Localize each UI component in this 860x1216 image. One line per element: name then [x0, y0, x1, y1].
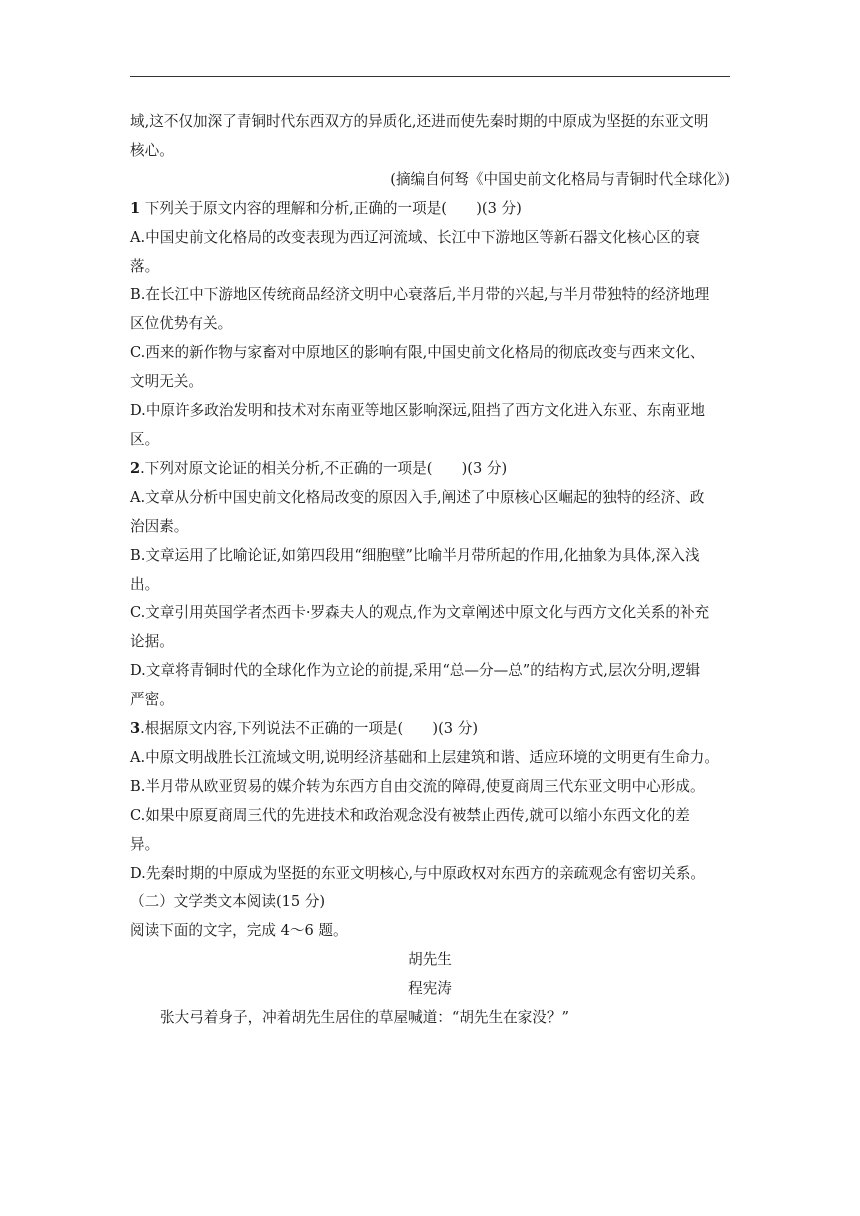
option-a: A.中原文明战胜长江流域文明,说明经济基础和上层建筑和谐、适应环境的文明更有生命力。 [130, 748, 719, 766]
option-c-cont: 论据。 [130, 633, 174, 651]
section-heading: （二）文学类文本阅读(15 分) [130, 893, 326, 911]
option-c: C.文章引用英国学者杰西卡·罗森夫人的观点,作为文章阐述中原文化与西方文化关系的补充 [130, 604, 710, 622]
option-b-cont: 出。 [130, 575, 160, 593]
question-stem [130, 715, 730, 744]
question-text: .下列对原文论证的相关分析,不正确的一项是( )(3 分) [140, 459, 508, 477]
option-b: B.半月带从欧亚贸易的媒介转为东西方自由交流的障碍,使夏商周三代东亚文明中心形成。 [130, 777, 705, 795]
header-rule [130, 76, 730, 77]
option-c-cont: 异。 [130, 835, 160, 853]
option-a: A.文章从分析中国史前文化格局改变的原因入手,阐述了中原核心区崛起的独特的经济、政 [130, 488, 705, 506]
option-a: A.中国史前文化格局的改变表现为西辽河流域、长江中下游地区等新石器文化核心区的衰 [130, 228, 700, 246]
source-citation: (摘编自何驽《中国史前文化格局与青铜时代全球化》) [390, 170, 730, 188]
story-title: 胡先生 [408, 951, 452, 969]
question-number: 3 [130, 720, 141, 738]
question-number: 2 [130, 459, 141, 477]
story-paragraph: 张大弓着身子，冲着胡先生居住的草屋喊道：“胡先生在家没？” [160, 1009, 569, 1027]
option-a-cont: 落。 [130, 257, 160, 275]
question-text: .根据原文内容,下列说法不正确的一项是( )(3 分) [140, 720, 479, 738]
section-literary-reading [130, 888, 730, 1033]
passage-line: 核心。 [130, 141, 174, 159]
option-b-cont: 区位优势有关。 [130, 315, 233, 333]
question-3 [130, 715, 730, 888]
option-d-cont: 区。 [130, 430, 160, 448]
option-c-cont: 文明无关。 [130, 373, 203, 391]
question-stem [130, 195, 730, 224]
option-b: B.文章运用了比喻论证,如第四段用“细胞壁”比喻半月带所起的作用,化抽象为具体,深入浅 [130, 546, 700, 564]
question-1 [130, 195, 730, 455]
option-d: D.文章将青铜时代的全球化作为立论的前提,采用“总—分—总”的结构方式,层次分明,逻辑 [130, 662, 701, 680]
passage-tail [130, 108, 730, 195]
option-a-cont: 治因素。 [130, 517, 189, 535]
question-2 [130, 455, 730, 715]
story-author: 程宪涛 [408, 980, 452, 998]
option-d: D.中原许多政治发明和技术对东南亚等地区影响深远,阻挡了西方文化进入东亚、东南亚地 [130, 402, 706, 420]
section-instruction: 阅读下面的文字，完成 4～6 题。 [130, 922, 348, 940]
passage-line: 域,这不仅加深了青铜时代东西双方的异质化,还进而使先秦时期的中原成为坚挺的东亚文明 [130, 113, 709, 130]
document-body [130, 108, 730, 1033]
option-b: B.在长江中下游地区传统商品经济文明中心衰落后,半月带的兴起,与半月带独特的经济地理 [130, 286, 710, 304]
question-number: 1 [130, 199, 141, 217]
option-c: C.如果中原夏商周三代的先进技术和政治观念没有被禁止西传,就可以缩小东西文化的差 [130, 806, 690, 824]
question-text: 下列关于原文内容的理解和分析,正确的一项是( )(3 分) [140, 199, 522, 217]
option-d: D.先秦时期的中原成为坚挺的东亚文明核心,与中原政权对东西方的亲疏观念有密切关系。 [130, 864, 706, 882]
option-d-cont: 严密。 [130, 691, 174, 709]
question-stem [130, 455, 730, 484]
option-c: C.西来的新作物与家畜对中原地区的影响有限,中国史前文化格局的彻底改变与西来文化、 [130, 344, 705, 362]
